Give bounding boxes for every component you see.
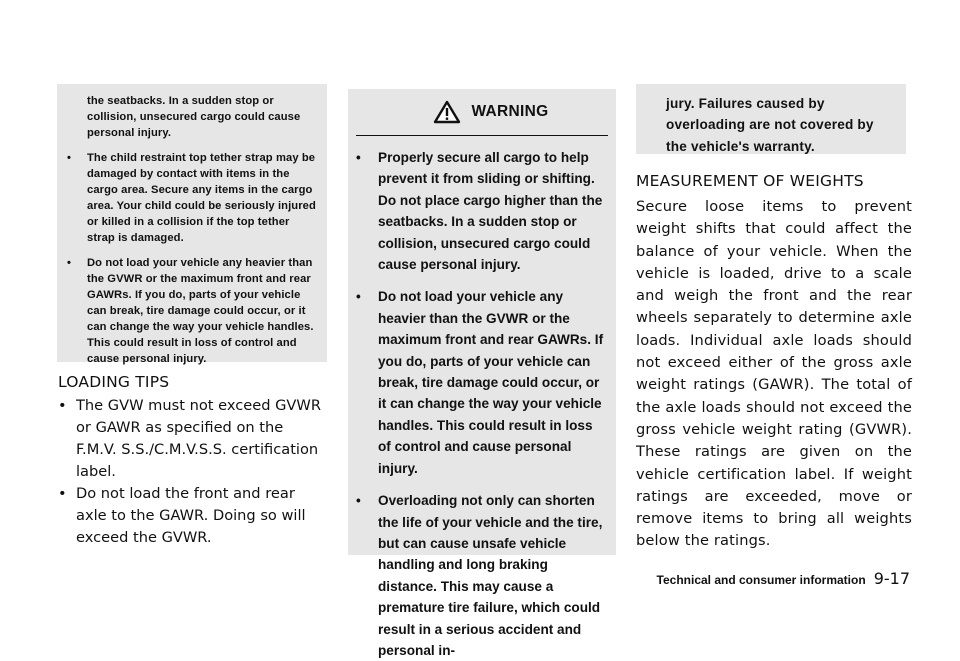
list-item-text: The GVW must not exceed GVWR or GAWR as specified on the F.M.V. S.S./C.M.V.S.S. certification label.: [76, 397, 321, 480]
list-item-text: Overloading not only can shorten the life of your vehicle and the tire, but can cause unsafe vehicle handling and long braking distance. This may cause a premature tire failure, which could result in a serious accident and personal in-: [378, 493, 603, 658]
bullet: •: [356, 150, 361, 165]
warning-box: [348, 89, 616, 658]
caution-box-continued: [57, 84, 327, 365]
list-item-text: Do not load your vehicle any heavier than the GVWR or the maximum front and rear GAWRs. If you do, parts of your vehicle can break, tire damage could occur, or it can change the way your vehicle handles. This could result in loss of control and cause personal injury.: [87, 257, 314, 365]
bullet: •: [356, 289, 361, 305]
list-item: [67, 150, 319, 246]
warning-box-continued: [636, 84, 906, 154]
page-footer: [657, 569, 910, 588]
bullet: •: [58, 485, 67, 502]
bullet: •: [58, 397, 67, 414]
list-item-text: Do not load the front and rear axle to the GAWR. Doing so will exceed the GVWR.: [76, 485, 306, 546]
list-item: [58, 483, 328, 549]
warning-triangle-icon: [433, 100, 461, 124]
loading-tips-section: [58, 373, 328, 549]
section-heading: LOADING TIPS: [58, 373, 170, 391]
measurement-section: [636, 172, 912, 553]
caution-intro-text: the seatbacks. In a sudden stop or collision, unsecured cargo could cause personal injury.: [87, 95, 301, 139]
list-item: [58, 395, 328, 483]
bullet: •: [356, 493, 361, 509]
bullet: •: [67, 257, 72, 269]
warning-header: [378, 89, 604, 135]
page-number: 9-17: [873, 569, 910, 588]
list-item-text: The child restraint top tether strap may be damaged by contact with items in the cargo area. Secure any items in the cargo area. Your child could be seriously injured or killed in a collision if the top tether strap is damaged.: [87, 152, 316, 244]
list-item-text: Do not load your vehicle any heavier than the GVWR or the maximum front and rear GAWRs. If you do, parts of your vehicle can break, tire damage could occur, or it can change the way your vehicle handles. This could result in loss of control and cause personal injury.: [378, 289, 604, 476]
warning-continuation-text: jury. Failures caused by overloading are not covered by the vehicle's warranty.: [666, 96, 874, 154]
paragraph: Secure loose items to prevent weight shifts that could affect the balance of your vehicle. When the vehicle is loaded, drive to a scale and weigh the front and the rear wheels separately to determine axle loads. Individual axle loads should not exceed either of the gross axle weight ratings (GAWR). The total of the axle loads should not exceed the gross vehicle weight rating (GVWR). These ratings are given on the vehicle certification label. If weight ratings are exceeded, move or remove items to bring all weights below the ratings.: [636, 198, 912, 550]
list-item: [67, 255, 319, 367]
list-item: [356, 490, 604, 661]
divider: [356, 135, 608, 136]
warning-title: WARNING: [471, 103, 549, 120]
bullet: •: [67, 152, 72, 164]
footer-section-title: Technical and consumer information: [656, 573, 866, 587]
section-heading: MEASUREMENT OF WEIGHTS: [636, 172, 864, 190]
list-item: [356, 286, 604, 479]
list-item-text: Properly secure all cargo to help prevent it from sliding or shifting. Do not place cargo higher than the seatbacks. In a sudden stop or collision, unsecured cargo could cause personal injury.: [378, 150, 603, 273]
list-item: [356, 147, 604, 275]
